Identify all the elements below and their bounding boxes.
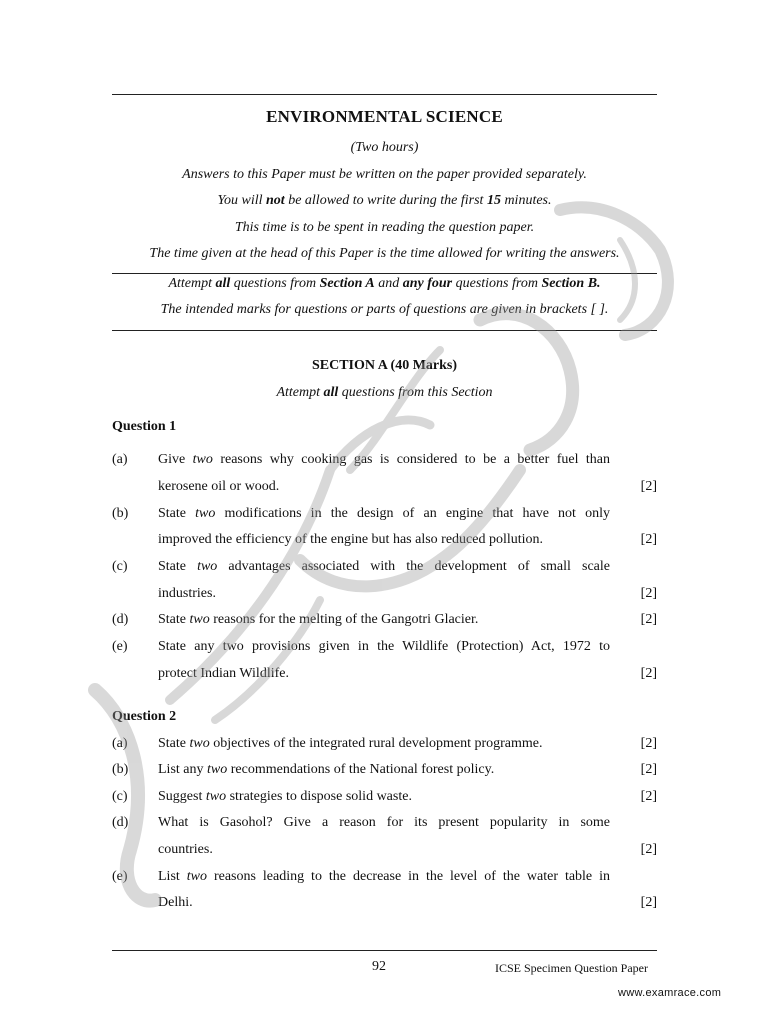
page-number: 92	[372, 959, 386, 974]
website-link[interactable]: www.examrace.com	[618, 987, 722, 999]
instruction-1: Answers to this Paper must be written on the paper provided separately.	[182, 167, 587, 182]
q2-a-line-1: State two objectives of the integrated rural development programme.	[158, 736, 543, 751]
q2-e-marks: [2]	[640, 895, 657, 910]
instruction-3: This time is to be spent in reading the question paper.	[234, 220, 535, 235]
section-a-instruction: Attempt all questions from this Section	[276, 385, 493, 400]
attempt-instruction: Attempt all questions from Section A and any four questions from Section B.	[168, 276, 601, 291]
q1-e-line-1: State any two provisions given in the Wildlife (Protection) Act, 1972 to	[158, 639, 610, 654]
footer-paper-name: ICSE Specimen Question Paper	[495, 961, 648, 975]
q2-e-line-2: Delhi.	[158, 895, 193, 910]
marks-note: The intended marks for questions or parts of questions are given in brackets [ ].	[160, 302, 609, 317]
q1-a-line-1: Give two reasons why cooking gas is considered to be a better fuel than	[158, 452, 610, 467]
q2-b-label: (b)	[112, 762, 129, 777]
q1-b-line-2: improved the efficiency of the engine but has also reduced pollution.	[158, 532, 544, 547]
q2-d-line-2: countries.	[158, 842, 213, 857]
q1-a-marks: [2]	[640, 479, 657, 494]
instruction-2: You will not be allowed to write during the first 15 minutes.	[217, 193, 552, 208]
q1-d-label: (d)	[112, 612, 129, 627]
q2-d-label: (d)	[112, 815, 129, 830]
q2-d-line-1: What is Gasohol? Give a reason for its present popularity in some	[158, 815, 610, 830]
q2-e-line-1: List two reasons leading to the decrease in the level of the water table in	[158, 869, 610, 884]
q1-e-label: (e)	[112, 639, 128, 654]
q2-c-marks: [2]	[640, 789, 657, 804]
q2-a-label: (a)	[112, 736, 128, 751]
q2-d-marks: [2]	[640, 842, 657, 857]
section-a-title: SECTION A (40 Marks)	[311, 358, 458, 373]
q2-a-marks: [2]	[640, 736, 657, 751]
q1-c-line-1: State two advantages associated with the development of small scale	[158, 559, 610, 574]
q2-c-line-1: Suggest two strategies to dispose solid waste.	[158, 789, 412, 804]
q2-b-marks: [2]	[640, 762, 657, 777]
paper-title: ENVIRONMENTAL SCIENCE	[266, 107, 503, 126]
q1-b-label: (b)	[112, 506, 129, 521]
q2-e-label: (e)	[112, 869, 128, 884]
q2-b-line-1: List any two recommendations of the National forest policy.	[158, 762, 495, 777]
q1-c-marks: [2]	[640, 586, 657, 601]
q1-d-marks: [2]	[640, 612, 657, 627]
q1-a-line-2: kerosene oil or wood.	[158, 479, 280, 494]
q1-e-line-2: protect Indian Wildlife.	[158, 666, 289, 681]
mid-rule	[112, 273, 657, 274]
footer-rule	[112, 950, 657, 951]
top-rule	[112, 94, 657, 95]
q1-b-line-1: State two modifications in the design of an engine that have not only	[158, 506, 610, 521]
q1-a-label: (a)	[112, 452, 128, 467]
q1-c-label: (c)	[112, 559, 128, 574]
q2-c-label: (c)	[112, 789, 128, 804]
q1-e-marks: [2]	[640, 666, 657, 681]
q1-b-marks: [2]	[640, 532, 657, 547]
q1-d-line-1: State two reasons for the melting of the Gangotri Glacier.	[158, 612, 479, 627]
q1-c-line-2: industries.	[158, 586, 216, 601]
section-rule	[112, 330, 657, 331]
duration: (Two hours)	[350, 140, 419, 155]
question-1-heading: Question 1	[112, 419, 177, 434]
question-2-heading: Question 2	[112, 709, 177, 724]
instruction-4: The time given at the head of this Paper is the time allowed for writing the answers.	[149, 246, 620, 261]
